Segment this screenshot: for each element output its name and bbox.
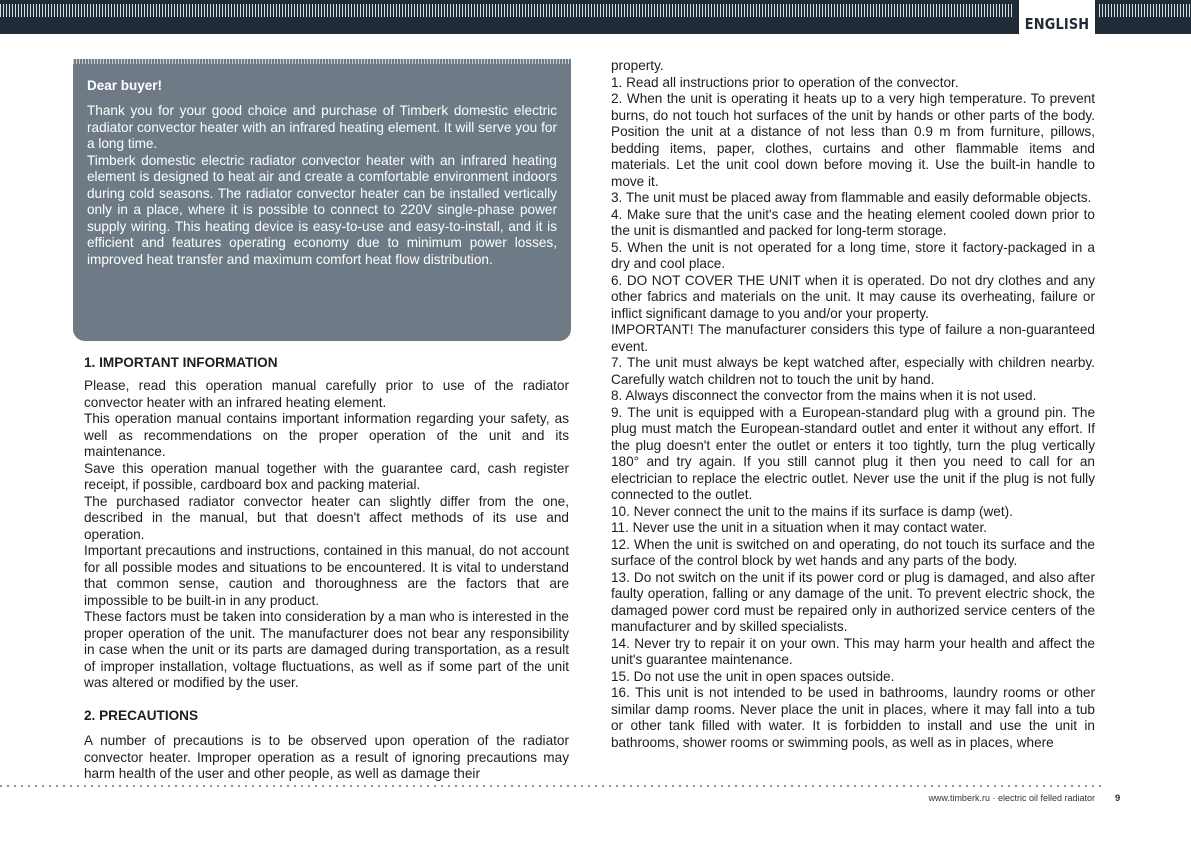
header-stripes-left: [0, 4, 1012, 17]
intro-paragraph: Thank you for your good choice and purchase of Timberk domestic electric radiator convector heater with an infrared heating element. It will serve you for a long time.: [87, 103, 557, 151]
precaution-item: 13. Do not switch on the unit if its power cord or plug is damaged, and also after faulty operation, falling or any damage of the unit. To prevent electric shock, the damaged power cord must be repaired only in authorized service centers of the manufacturer and by skilled specialists.: [611, 569, 1095, 634]
precaution-item: 9. The unit is equipped with a European-standard plug with a ground pin. The plug must match the European-standard outlet and enter it without any effort. If the plug doesn't enter the outlet or enters it too tightly, turn the plug vertically 180° and try again. If you still cannot plug it then you need to call for an electrician to replace the electric outlet. Never use the unit if the plug is not fully connected to the outlet.: [611, 404, 1095, 502]
section2-title: 2. PRECAUTIONS: [84, 708, 199, 723]
section1-paragraph: Important precautions and instructions, contained in this manual, do not account for all possible modes and situations to be encountered. It is vital to understand that common sense, caution and thoroughness are the factors that are impossible to be built-in in any product.: [84, 543, 569, 608]
precaution-item: 3. The unit must be placed away from flammable and easily deformable objects.: [611, 190, 1092, 205]
precautions-list: [611, 58, 1095, 751]
intro-text: [87, 103, 557, 268]
precaution-item: 16. This unit is not intended to be used in bathrooms, laundry rooms or other similar damp rooms. Never place the unit in places, where it may fall into a tub or other tank filled with water. It is forbidden to install and use the unit in bathrooms, shower rooms or swimming pools, as well as in places, where: [611, 685, 1095, 750]
section1-paragraph: This operation manual contains important information regarding your safety, as well as recommendations on the proper operation of the unit and its maintenance.: [84, 411, 569, 459]
precaution-item: property.: [611, 58, 664, 73]
precaution-item: 15. Do not use the unit in open spaces outside.: [611, 668, 895, 684]
precaution-item: 5. When the unit is not operated for a long time, store it factory-packaged in a dry and cool place.: [611, 239, 1095, 271]
section1-body: [84, 378, 569, 692]
section1-paragraph: These factors must be taken into consideration by a man who is interested in the proper operation of the unit. The manufacturer does not bear any responsibility in case when the unit or its parts are damaged during transportation, as a result of improper installation, voltage fluctuations, as well as if some part of the unit was altered or modified by the user.: [84, 609, 569, 690]
precaution-item: 12. When the unit is switched on and operating, do not touch its surface and the surface of the control block by wet hands and any parts of the body.: [611, 536, 1095, 568]
section1-paragraph: Please, read this operation manual carefully prior to use of the radiator convector heater with an infrared heating element.: [84, 378, 569, 410]
precaution-item: 10. Never connect the unit to the mains if its surface is damp (wet).: [611, 503, 1013, 519]
page-number: 9: [1115, 793, 1121, 804]
precaution-item: 4. Make sure that the unit's case and the heating element cooled down prior to the unit is dismantled and packed for long-term storage.: [611, 206, 1095, 238]
intro-box: [73, 59, 571, 341]
precaution-item: 11. Never use the unit in a situation when it may contact water.: [611, 520, 988, 535]
precaution-item: IMPORTANT! The manufacturer considers this type of failure a non-guaranteed event.: [611, 322, 1095, 354]
precaution-item: 6. DO NOT COVER THE UNIT when it is operated. Do not dry clothes and any other fabrics and materials on the unit. It may cause its overheating, failure or inflict significant damage to you and/or your property.: [611, 272, 1095, 321]
intro-box-stripe: [73, 59, 571, 64]
header-bar: [0, 0, 1191, 34]
footer-divider: [0, 785, 1105, 787]
precaution-item: 7. The unit must always be kept watched after, especially with children nearby. Carefully watch children not to touch the unit by hand.: [611, 355, 1095, 387]
section1-paragraph: The purchased radiator convector heater can slightly differ from the one, described in the manual, but that doesn't affect methods of its use and operation.: [84, 493, 569, 542]
header-stripes-right: [1099, 4, 1191, 17]
language-tab: [1019, 0, 1095, 38]
precaution-item: 1. Read all instructions prior to operation of the convector.: [611, 74, 959, 90]
language-label: ENGLISH: [1024, 15, 1090, 33]
intro-paragraph: Timberk domestic electric radiator convector heater with an infrared heating element is designed to heat air and create a comfortable environment indoors during cold seasons. The radiator convector heater can be installed vertically only in a place, where it is possible to connect to 220V single-phase power supply wiring. This heating device is easy-to-use and easy-to-install, and it is efficient and features operating economy due to minimum power losses, improved heat transfer and maximum comfort heat flow distribution.: [87, 152, 557, 267]
precaution-item: 8. Always disconnect the convector from the mains when it is not used.: [611, 388, 1037, 403]
precaution-item: 2. When the unit is operating it heats up to a very high temperature. To prevent burns, do not touch hot surfaces of the unit by hands or other parts of the body. Position the unit at a distance of not less than 0.9 m from furniture, pillows, bedding items, paper, clothes, curtains and other flammable items and materials. Let the unit cool down before moving it. Use the built-in handle to move it.: [611, 91, 1095, 189]
precaution-item: 14. Never try to repair it on your own. This may harm your health and affect the unit's guarantee maintenance.: [611, 635, 1095, 667]
section1-title: 1. IMPORTANT INFORMATION: [84, 355, 278, 370]
section2-body: [84, 733, 569, 783]
section2-paragraph: A number of precautions is to be observed upon operation of the radiator convector heater. Improper operation as a result of ignoring precautions may harm health of the user and other people, as well as damage their: [84, 733, 569, 781]
section1-paragraph: Save this operation manual together with the guarantee card, cash register receipt, if possible, cardboard box and packing material.: [84, 460, 569, 492]
intro-greeting: Dear buyer!: [87, 78, 163, 93]
footer-url: www.timberk.ru · electric oil felled radiator: [928, 793, 1095, 803]
